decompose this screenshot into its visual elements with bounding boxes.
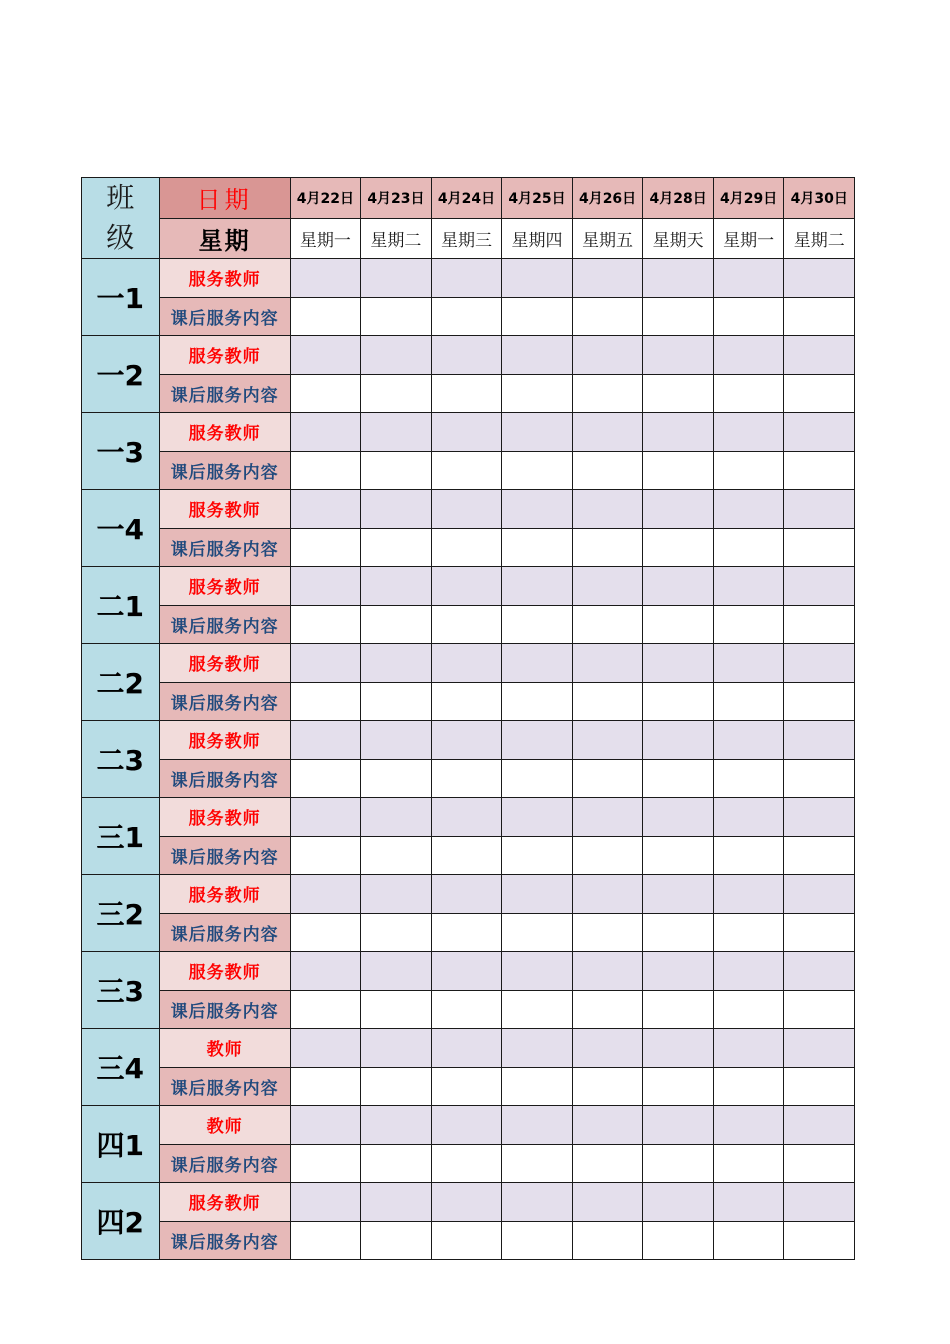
teacher-slot-cell[interactable] bbox=[502, 490, 573, 529]
class-name-cell: 一2 bbox=[82, 336, 160, 413]
content-slot-cell[interactable] bbox=[643, 1144, 714, 1183]
content-slot-cell[interactable] bbox=[361, 913, 432, 952]
teacher-slot-cell[interactable] bbox=[572, 259, 643, 298]
teacher-label: 服务教师 bbox=[159, 952, 290, 991]
content-slot-cell[interactable] bbox=[431, 682, 502, 721]
teacher-slot-cell[interactable] bbox=[431, 1029, 502, 1068]
class-teacher-row bbox=[82, 413, 855, 452]
teacher-slot-cell[interactable] bbox=[431, 721, 502, 760]
teacher-label: 服务教师 bbox=[159, 875, 290, 914]
class-name-cell: 一4 bbox=[82, 490, 160, 567]
content-slot-cell[interactable] bbox=[361, 836, 432, 875]
content-label: 课后服务内容 bbox=[159, 374, 290, 413]
content-slot-cell[interactable] bbox=[643, 682, 714, 721]
class-name-cell: 一3 bbox=[82, 413, 160, 490]
date-cell: 4月23日 bbox=[361, 178, 432, 219]
content-slot-cell[interactable] bbox=[784, 1144, 855, 1183]
content-slot-cell[interactable] bbox=[572, 374, 643, 413]
class-name-cell: 一1 bbox=[82, 259, 160, 336]
content-label: 课后服务内容 bbox=[159, 1221, 290, 1260]
class-teacher-row bbox=[82, 490, 855, 529]
class-name-cell: 二3 bbox=[82, 721, 160, 798]
teacher-slot-cell[interactable] bbox=[431, 413, 502, 452]
teacher-slot-cell[interactable] bbox=[361, 644, 432, 683]
teacher-slot-cell[interactable] bbox=[572, 567, 643, 606]
content-slot-cell[interactable] bbox=[431, 1221, 502, 1260]
content-slot-cell[interactable] bbox=[572, 297, 643, 336]
teacher-slot-cell[interactable] bbox=[643, 1183, 714, 1222]
teacher-slot-cell[interactable] bbox=[643, 875, 714, 914]
teacher-label: 服务教师 bbox=[159, 1183, 290, 1222]
content-slot-cell[interactable] bbox=[643, 913, 714, 952]
content-slot-cell[interactable] bbox=[361, 528, 432, 567]
content-slot-cell[interactable] bbox=[502, 528, 573, 567]
content-slot-cell[interactable] bbox=[572, 1144, 643, 1183]
date-cell: 4月25日 bbox=[502, 178, 573, 219]
class-content-row bbox=[82, 1144, 855, 1183]
content-slot-cell[interactable] bbox=[784, 682, 855, 721]
teacher-slot-cell[interactable] bbox=[361, 1183, 432, 1222]
content-slot-cell[interactable] bbox=[431, 1144, 502, 1183]
teacher-slot-cell[interactable] bbox=[572, 1106, 643, 1145]
content-slot-cell[interactable] bbox=[713, 605, 784, 644]
teacher-slot-cell[interactable] bbox=[784, 952, 855, 991]
content-label: 课后服务内容 bbox=[159, 605, 290, 644]
content-slot-cell[interactable] bbox=[784, 451, 855, 490]
teacher-slot-cell[interactable] bbox=[361, 413, 432, 452]
content-slot-cell[interactable] bbox=[431, 528, 502, 567]
content-slot-cell[interactable] bbox=[713, 836, 784, 875]
content-slot-cell[interactable] bbox=[784, 1221, 855, 1260]
teacher-slot-cell[interactable] bbox=[643, 567, 714, 606]
class-teacher-row bbox=[82, 952, 855, 991]
teacher-slot-cell[interactable] bbox=[643, 798, 714, 837]
teacher-slot-cell[interactable] bbox=[361, 1029, 432, 1068]
class-teacher-row bbox=[82, 1183, 855, 1222]
weekday-cell: 星期二 bbox=[361, 218, 432, 259]
class-content-row bbox=[82, 759, 855, 798]
teacher-slot-cell[interactable] bbox=[502, 336, 573, 375]
teacher-slot-cell[interactable] bbox=[643, 413, 714, 452]
class-name-cell: 三1 bbox=[82, 798, 160, 875]
content-slot-cell[interactable] bbox=[643, 1067, 714, 1106]
content-slot-cell[interactable] bbox=[290, 605, 361, 644]
teacher-slot-cell[interactable] bbox=[431, 1183, 502, 1222]
content-slot-cell[interactable] bbox=[572, 759, 643, 798]
class-content-row bbox=[82, 1067, 855, 1106]
teacher-slot-cell[interactable] bbox=[502, 567, 573, 606]
content-slot-cell[interactable] bbox=[713, 990, 784, 1029]
teacher-slot-cell[interactable] bbox=[431, 490, 502, 529]
content-slot-cell[interactable] bbox=[572, 528, 643, 567]
content-slot-cell[interactable] bbox=[290, 1067, 361, 1106]
teacher-slot-cell[interactable] bbox=[290, 952, 361, 991]
teacher-slot-cell[interactable] bbox=[713, 644, 784, 683]
teacher-slot-cell[interactable] bbox=[713, 413, 784, 452]
content-slot-cell[interactable] bbox=[290, 1221, 361, 1260]
teacher-slot-cell[interactable] bbox=[361, 336, 432, 375]
content-label: 课后服务内容 bbox=[159, 451, 290, 490]
teacher-slot-cell[interactable] bbox=[290, 798, 361, 837]
teacher-slot-cell[interactable] bbox=[713, 798, 784, 837]
class-teacher-row bbox=[82, 721, 855, 760]
teacher-slot-cell[interactable] bbox=[431, 336, 502, 375]
content-slot-cell[interactable] bbox=[361, 297, 432, 336]
date-header-row bbox=[82, 178, 855, 219]
class-content-row bbox=[82, 913, 855, 952]
content-slot-cell[interactable] bbox=[502, 297, 573, 336]
class-name-cell: 四2 bbox=[82, 1183, 160, 1260]
content-slot-cell[interactable] bbox=[502, 913, 573, 952]
content-slot-cell[interactable] bbox=[361, 1221, 432, 1260]
teacher-slot-cell[interactable] bbox=[784, 490, 855, 529]
teacher-slot-cell[interactable] bbox=[713, 875, 784, 914]
content-slot-cell[interactable] bbox=[290, 682, 361, 721]
content-slot-cell[interactable] bbox=[713, 374, 784, 413]
teacher-slot-cell[interactable] bbox=[572, 952, 643, 991]
content-slot-cell[interactable] bbox=[431, 374, 502, 413]
content-slot-cell[interactable] bbox=[361, 374, 432, 413]
teacher-slot-cell[interactable] bbox=[290, 567, 361, 606]
teacher-slot-cell[interactable] bbox=[784, 336, 855, 375]
content-slot-cell[interactable] bbox=[643, 1221, 714, 1260]
content-label: 课后服务内容 bbox=[159, 990, 290, 1029]
teacher-slot-cell[interactable] bbox=[784, 1183, 855, 1222]
class-content-row bbox=[82, 451, 855, 490]
content-slot-cell[interactable] bbox=[784, 1067, 855, 1106]
content-slot-cell[interactable] bbox=[502, 836, 573, 875]
teacher-slot-cell[interactable] bbox=[572, 875, 643, 914]
teacher-slot-cell[interactable] bbox=[643, 1029, 714, 1068]
content-slot-cell[interactable] bbox=[361, 990, 432, 1029]
content-label: 课后服务内容 bbox=[159, 1067, 290, 1106]
teacher-label: 服务教师 bbox=[159, 259, 290, 298]
teacher-slot-cell[interactable] bbox=[431, 259, 502, 298]
teacher-slot-cell[interactable] bbox=[643, 721, 714, 760]
content-slot-cell[interactable] bbox=[361, 605, 432, 644]
content-label: 课后服务内容 bbox=[159, 682, 290, 721]
teacher-slot-cell[interactable] bbox=[572, 490, 643, 529]
class-teacher-row bbox=[82, 259, 855, 298]
teacher-label: 服务教师 bbox=[159, 644, 290, 683]
teacher-slot-cell[interactable] bbox=[361, 952, 432, 991]
content-slot-cell[interactable] bbox=[502, 1144, 573, 1183]
content-slot-cell[interactable] bbox=[713, 682, 784, 721]
content-label: 课后服务内容 bbox=[159, 759, 290, 798]
content-label: 课后服务内容 bbox=[159, 528, 290, 567]
teacher-slot-cell[interactable] bbox=[361, 259, 432, 298]
teacher-slot-cell[interactable] bbox=[713, 490, 784, 529]
teacher-slot-cell[interactable] bbox=[431, 798, 502, 837]
teacher-label: 服务教师 bbox=[159, 567, 290, 606]
content-slot-cell[interactable] bbox=[361, 682, 432, 721]
teacher-slot-cell[interactable] bbox=[572, 644, 643, 683]
content-slot-cell[interactable] bbox=[502, 605, 573, 644]
teacher-slot-cell[interactable] bbox=[784, 413, 855, 452]
teacher-slot-cell[interactable] bbox=[502, 1183, 573, 1222]
teacher-slot-cell[interactable] bbox=[643, 490, 714, 529]
content-slot-cell[interactable] bbox=[290, 297, 361, 336]
content-slot-cell[interactable] bbox=[290, 836, 361, 875]
date-cell: 4月28日 bbox=[643, 178, 714, 219]
class-name-cell: 三3 bbox=[82, 952, 160, 1029]
content-slot-cell[interactable] bbox=[431, 297, 502, 336]
teacher-slot-cell[interactable] bbox=[784, 798, 855, 837]
class-content-row bbox=[82, 1221, 855, 1260]
teacher-slot-cell[interactable] bbox=[290, 875, 361, 914]
content-label: 课后服务内容 bbox=[159, 836, 290, 875]
teacher-slot-cell[interactable] bbox=[784, 721, 855, 760]
weekday-header-row bbox=[82, 218, 855, 259]
teacher-label: 服务教师 bbox=[159, 413, 290, 452]
teacher-slot-cell[interactable] bbox=[784, 567, 855, 606]
content-slot-cell[interactable] bbox=[713, 297, 784, 336]
teacher-slot-cell[interactable] bbox=[713, 336, 784, 375]
teacher-slot-cell[interactable] bbox=[502, 644, 573, 683]
teacher-slot-cell[interactable] bbox=[784, 259, 855, 298]
content-slot-cell[interactable] bbox=[290, 913, 361, 952]
content-slot-cell[interactable] bbox=[643, 297, 714, 336]
content-slot-cell[interactable] bbox=[431, 759, 502, 798]
teacher-label: 服务教师 bbox=[159, 336, 290, 375]
content-slot-cell[interactable] bbox=[643, 374, 714, 413]
content-slot-cell[interactable] bbox=[431, 451, 502, 490]
content-slot-cell[interactable] bbox=[784, 759, 855, 798]
content-slot-cell[interactable] bbox=[431, 1067, 502, 1106]
teacher-slot-cell[interactable] bbox=[502, 1106, 573, 1145]
teacher-slot-cell[interactable] bbox=[502, 952, 573, 991]
class-teacher-row bbox=[82, 644, 855, 683]
class-content-row bbox=[82, 836, 855, 875]
content-label: 课后服务内容 bbox=[159, 913, 290, 952]
content-slot-cell[interactable] bbox=[643, 836, 714, 875]
teacher-slot-cell[interactable] bbox=[290, 336, 361, 375]
content-slot-cell[interactable] bbox=[572, 1221, 643, 1260]
content-slot-cell[interactable] bbox=[784, 528, 855, 567]
date-cell: 4月30日 bbox=[784, 178, 855, 219]
content-slot-cell[interactable] bbox=[502, 374, 573, 413]
content-slot-cell[interactable] bbox=[502, 451, 573, 490]
content-slot-cell[interactable] bbox=[572, 913, 643, 952]
teacher-slot-cell[interactable] bbox=[502, 259, 573, 298]
class-name-cell: 三2 bbox=[82, 875, 160, 952]
class-header-char-2: 级 bbox=[106, 221, 135, 254]
teacher-slot-cell[interactable] bbox=[290, 1183, 361, 1222]
weekday-cell: 星期天 bbox=[643, 218, 714, 259]
content-slot-cell[interactable] bbox=[784, 374, 855, 413]
teacher-slot-cell[interactable] bbox=[713, 1029, 784, 1068]
content-slot-cell[interactable] bbox=[290, 374, 361, 413]
class-header-char-1: 班 bbox=[106, 181, 135, 214]
teacher-slot-cell[interactable] bbox=[290, 259, 361, 298]
content-slot-cell[interactable] bbox=[713, 759, 784, 798]
after-school-schedule-table bbox=[81, 177, 855, 1260]
content-slot-cell[interactable] bbox=[572, 990, 643, 1029]
content-slot-cell[interactable] bbox=[502, 1067, 573, 1106]
content-slot-cell[interactable] bbox=[361, 1067, 432, 1106]
teacher-slot-cell[interactable] bbox=[290, 644, 361, 683]
content-slot-cell[interactable] bbox=[572, 836, 643, 875]
teacher-slot-cell[interactable] bbox=[431, 644, 502, 683]
weekday-cell: 星期五 bbox=[572, 218, 643, 259]
class-teacher-row bbox=[82, 567, 855, 606]
class-name-cell: 二2 bbox=[82, 644, 160, 721]
class-name-cell: 四1 bbox=[82, 1106, 160, 1183]
teacher-slot-cell[interactable] bbox=[643, 952, 714, 991]
teacher-slot-cell[interactable] bbox=[431, 567, 502, 606]
teacher-label: 服务教师 bbox=[159, 490, 290, 529]
date-cell: 4月26日 bbox=[572, 178, 643, 219]
content-slot-cell[interactable] bbox=[290, 990, 361, 1029]
teacher-slot-cell[interactable] bbox=[290, 721, 361, 760]
teacher-slot-cell[interactable] bbox=[502, 1029, 573, 1068]
weekday-cell: 星期二 bbox=[784, 218, 855, 259]
content-slot-cell[interactable] bbox=[572, 1067, 643, 1106]
content-slot-cell[interactable] bbox=[784, 297, 855, 336]
content-slot-cell[interactable] bbox=[502, 1221, 573, 1260]
class-teacher-row bbox=[82, 1106, 855, 1145]
teacher-slot-cell[interactable] bbox=[361, 798, 432, 837]
content-slot-cell[interactable] bbox=[502, 990, 573, 1029]
teacher-slot-cell[interactable] bbox=[361, 1106, 432, 1145]
content-slot-cell[interactable] bbox=[784, 605, 855, 644]
content-slot-cell[interactable] bbox=[290, 759, 361, 798]
content-slot-cell[interactable] bbox=[572, 605, 643, 644]
teacher-slot-cell[interactable] bbox=[784, 875, 855, 914]
teacher-slot-cell[interactable] bbox=[784, 1106, 855, 1145]
teacher-slot-cell[interactable] bbox=[713, 952, 784, 991]
teacher-slot-cell[interactable] bbox=[290, 413, 361, 452]
teacher-slot-cell[interactable] bbox=[361, 875, 432, 914]
class-content-row bbox=[82, 682, 855, 721]
teacher-slot-cell[interactable] bbox=[361, 490, 432, 529]
teacher-slot-cell[interactable] bbox=[713, 721, 784, 760]
teacher-slot-cell[interactable] bbox=[502, 798, 573, 837]
teacher-slot-cell[interactable] bbox=[572, 413, 643, 452]
content-slot-cell[interactable] bbox=[643, 759, 714, 798]
content-slot-cell[interactable] bbox=[713, 1067, 784, 1106]
content-slot-cell[interactable] bbox=[361, 451, 432, 490]
teacher-slot-cell[interactable] bbox=[431, 1106, 502, 1145]
content-slot-cell[interactable] bbox=[290, 451, 361, 490]
teacher-slot-cell[interactable] bbox=[431, 875, 502, 914]
content-slot-cell[interactable] bbox=[431, 836, 502, 875]
teacher-slot-cell[interactable] bbox=[572, 1029, 643, 1068]
teacher-slot-cell[interactable] bbox=[290, 490, 361, 529]
content-slot-cell[interactable] bbox=[290, 1144, 361, 1183]
teacher-slot-cell[interactable] bbox=[713, 259, 784, 298]
class-teacher-row bbox=[82, 1029, 855, 1068]
content-slot-cell[interactable] bbox=[431, 990, 502, 1029]
date-cell: 4月24日 bbox=[431, 178, 502, 219]
content-slot-cell[interactable] bbox=[431, 605, 502, 644]
weekday-cell: 星期一 bbox=[290, 218, 361, 259]
content-slot-cell[interactable] bbox=[713, 1144, 784, 1183]
class-teacher-row bbox=[82, 875, 855, 914]
teacher-slot-cell[interactable] bbox=[431, 952, 502, 991]
content-label: 课后服务内容 bbox=[159, 297, 290, 336]
teacher-label: 服务教师 bbox=[159, 721, 290, 760]
content-slot-cell[interactable] bbox=[502, 759, 573, 798]
content-slot-cell[interactable] bbox=[643, 605, 714, 644]
content-label: 课后服务内容 bbox=[159, 1144, 290, 1183]
content-slot-cell[interactable] bbox=[643, 990, 714, 1029]
teacher-slot-cell[interactable] bbox=[643, 644, 714, 683]
content-slot-cell[interactable] bbox=[502, 682, 573, 721]
content-slot-cell[interactable] bbox=[361, 759, 432, 798]
teacher-slot-cell[interactable] bbox=[361, 721, 432, 760]
teacher-slot-cell[interactable] bbox=[572, 1183, 643, 1222]
teacher-slot-cell[interactable] bbox=[643, 259, 714, 298]
class-column-header bbox=[82, 178, 160, 259]
content-slot-cell[interactable] bbox=[713, 1221, 784, 1260]
teacher-slot-cell[interactable] bbox=[502, 721, 573, 760]
content-slot-cell[interactable] bbox=[431, 913, 502, 952]
class-content-row bbox=[82, 528, 855, 567]
teacher-slot-cell[interactable] bbox=[290, 1029, 361, 1068]
content-slot-cell[interactable] bbox=[643, 528, 714, 567]
date-cell: 4月22日 bbox=[290, 178, 361, 219]
weekday-label: 星期 bbox=[159, 218, 290, 259]
class-content-row bbox=[82, 374, 855, 413]
weekday-cell: 星期四 bbox=[502, 218, 573, 259]
content-slot-cell[interactable] bbox=[643, 451, 714, 490]
class-content-row bbox=[82, 297, 855, 336]
date-cell: 4月29日 bbox=[713, 178, 784, 219]
content-slot-cell[interactable] bbox=[784, 836, 855, 875]
content-slot-cell[interactable] bbox=[713, 451, 784, 490]
teacher-label: 服务教师 bbox=[159, 798, 290, 837]
teacher-slot-cell[interactable] bbox=[643, 1106, 714, 1145]
class-content-row bbox=[82, 990, 855, 1029]
content-slot-cell[interactable] bbox=[290, 528, 361, 567]
weekday-cell: 星期三 bbox=[431, 218, 502, 259]
teacher-slot-cell[interactable] bbox=[361, 567, 432, 606]
content-slot-cell[interactable] bbox=[713, 913, 784, 952]
content-slot-cell[interactable] bbox=[572, 451, 643, 490]
class-teacher-row bbox=[82, 336, 855, 375]
teacher-slot-cell[interactable] bbox=[713, 567, 784, 606]
teacher-slot-cell[interactable] bbox=[713, 1106, 784, 1145]
content-slot-cell[interactable] bbox=[784, 913, 855, 952]
teacher-slot-cell[interactable] bbox=[572, 721, 643, 760]
teacher-slot-cell[interactable] bbox=[643, 336, 714, 375]
teacher-label: 教师 bbox=[159, 1106, 290, 1145]
content-slot-cell[interactable] bbox=[572, 682, 643, 721]
class-content-row bbox=[82, 605, 855, 644]
teacher-slot-cell[interactable] bbox=[290, 1106, 361, 1145]
teacher-slot-cell[interactable] bbox=[784, 1029, 855, 1068]
class-name-cell: 三4 bbox=[82, 1029, 160, 1106]
content-slot-cell[interactable] bbox=[784, 990, 855, 1029]
teacher-slot-cell[interactable] bbox=[502, 413, 573, 452]
teacher-slot-cell[interactable] bbox=[713, 1183, 784, 1222]
teacher-slot-cell[interactable] bbox=[502, 875, 573, 914]
weekday-cell: 星期一 bbox=[713, 218, 784, 259]
date-label: 日期 bbox=[159, 178, 290, 219]
teacher-slot-cell[interactable] bbox=[784, 644, 855, 683]
content-slot-cell[interactable] bbox=[713, 528, 784, 567]
teacher-label: 教师 bbox=[159, 1029, 290, 1068]
class-teacher-row bbox=[82, 798, 855, 837]
content-slot-cell[interactable] bbox=[361, 1144, 432, 1183]
class-name-cell: 二1 bbox=[82, 567, 160, 644]
teacher-slot-cell[interactable] bbox=[572, 798, 643, 837]
teacher-slot-cell[interactable] bbox=[572, 336, 643, 375]
